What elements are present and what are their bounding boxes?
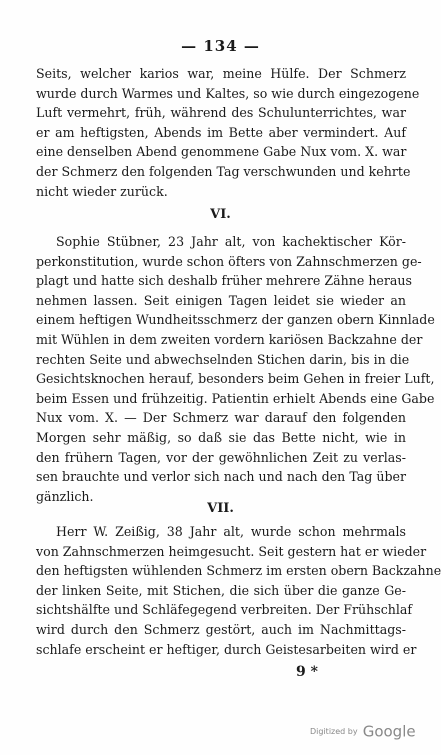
text-line: nehmen lassen. Seit einigen Tagen leidet sie wieder an [36, 292, 406, 308]
text-line: plagt und hatte sich deshalb früher mehrere Zähne heraus [36, 273, 412, 289]
text-line: von Zahnschmerzen heimgesucht. Seit gestern hat er wieder [36, 543, 427, 559]
text-line: mit Wühlen in dem zweiten vordern kariösen Backzahne der [36, 331, 423, 347]
text-line: einem heftigen Wundheitsschmerz der ganzen obern Kinnlade [36, 312, 435, 328]
text-line: wurde durch Warmes und Kaltes, so wie durch eingezogene [36, 85, 420, 101]
text-line: gänzlich. [36, 488, 94, 504]
text-line: Herr W. Zeißig, 38 Jahr alt, wurde schon mehrmals [56, 524, 406, 539]
text-line: der Schmerz den folgenden Tag verschwunden und kehrte [36, 163, 411, 179]
text-line: beim Essen und frühzeitig. Patientin erhielt Abends eine Gabe [36, 390, 435, 406]
text-line: wird durch den Schmerz gestört, auch im Nachmittags- [36, 621, 406, 637]
watermark-prefix: Digitized by [310, 727, 358, 736]
text-line: den frühern Tagen, vor der gewöhnlichen Zeit zu verlas- [36, 449, 406, 465]
text-line: perkonstitution, wurde schon öfters von Zahnschmerzen ge- [36, 253, 422, 269]
digitized-watermark [310, 721, 416, 741]
text-line: sichtshälfte und Schläfegegend verbreiten. Der Frühschlaf [36, 602, 413, 618]
paragraph-continuation [36, 64, 420, 201]
text-line: Nux vom. X. — Der Schmerz war darauf den folgenden [36, 410, 406, 426]
text-line: rechten Seite und abwechselnden Stichen darin, bis in die [36, 351, 410, 367]
text-line: den heftigsten wühlenden Schmerz im ersten obern Backzahne [36, 563, 441, 579]
section-heading-vii: VII. [207, 501, 234, 516]
section-heading-vi: VI. [210, 207, 231, 222]
text-line: Seits, welcher karios war, meine Hülfe. Der Schmerz [36, 66, 406, 81]
signature-mark: 9 * [296, 664, 318, 680]
google-logo: Google [362, 722, 416, 741]
text-line: der linken Seite, mit Stichen, die sich über die ganze Ge- [36, 582, 406, 598]
text-line: Sophie Stübner, 23 Jahr alt, von kachektischer Kör- [56, 234, 406, 249]
text-line: Morgen sehr mäßig, so daß sie das Bette nicht, wie in [36, 429, 406, 445]
text-line: sen brauchte und verlor sich nach und nach den Tag über [36, 469, 406, 485]
text-line: nicht wieder zurück. [36, 183, 168, 199]
text-line: er am heftigsten, Abends im Bette aber vermindert. Auf [36, 124, 406, 140]
page-number-header: — 134 — [181, 37, 260, 55]
paragraph-case-vii [36, 522, 441, 659]
text-line: schlafe erscheint er heftiger, durch Geistesarbeiten wird er [36, 641, 417, 657]
text-line: eine denselben Abend genommene Gabe Nux vom. X. war [36, 144, 407, 160]
text-line: Luft vermehrt, früh, während des Schulunterrichtes, war [36, 105, 406, 121]
paragraph-case-vi [36, 232, 435, 506]
text-line: Gesichtsknochen herauf, besonders beim Gehen in freier Luft, [36, 371, 435, 387]
